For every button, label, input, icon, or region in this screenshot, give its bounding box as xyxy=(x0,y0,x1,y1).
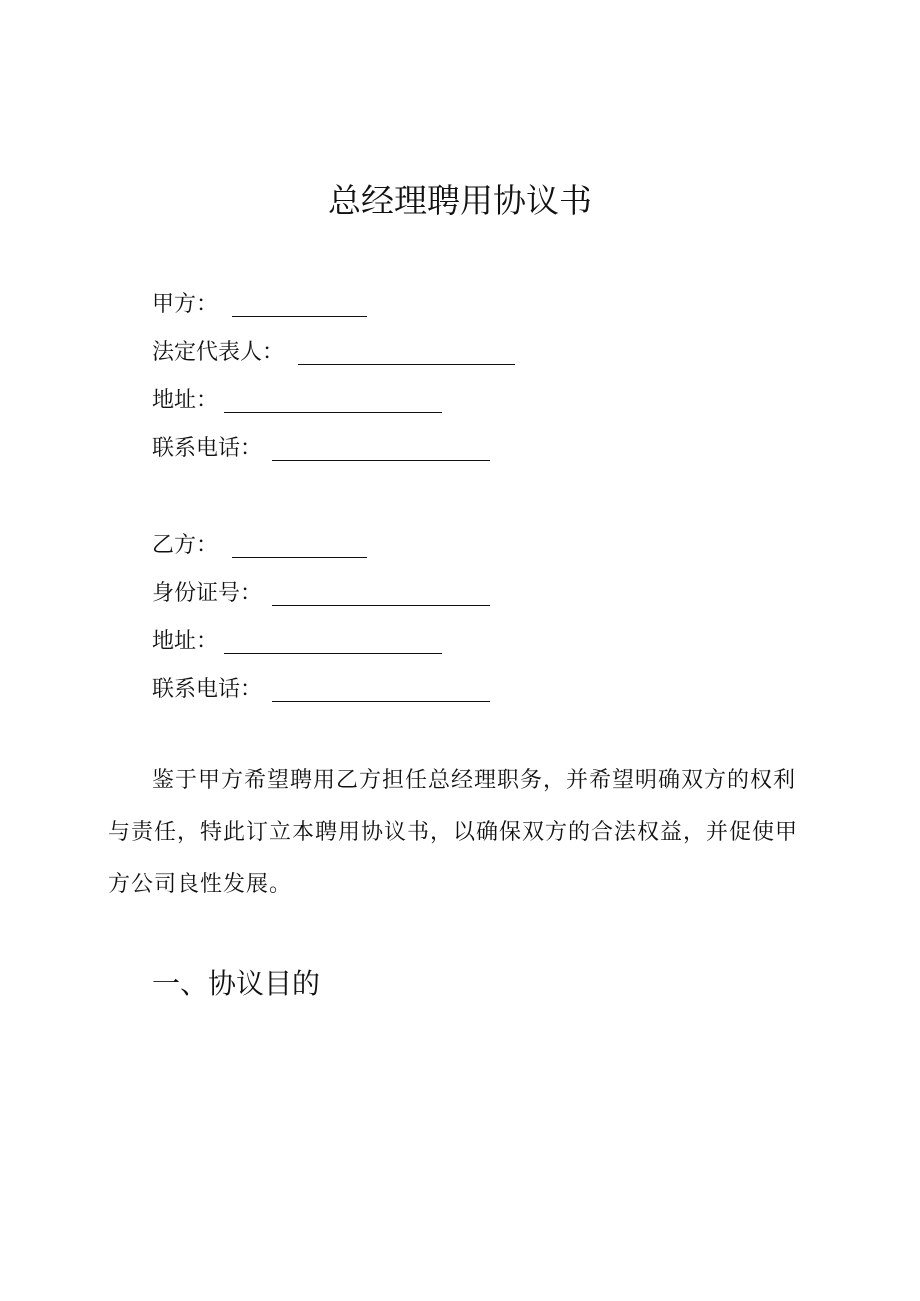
party-a-phone-field xyxy=(152,431,262,467)
party-a-rep-label: 法定代表人： xyxy=(152,340,285,365)
party-b-name-field xyxy=(152,528,218,564)
party-a-name-blank-line xyxy=(232,316,367,317)
party-b-address-blank-line xyxy=(224,653,442,654)
party-a-address-blank-line xyxy=(224,412,442,413)
preamble-paragraph: 鉴于甲方希望聘用乙方担任总经理职务，并希望明确双方的权利与责任，特此订立本聘用协议书，以确保双方的合法权益，并促使甲方公司良性发展。 xyxy=(108,768,799,897)
party-b-address-label: 地址： xyxy=(152,629,219,654)
party-a-name-field xyxy=(152,287,218,323)
party-a-phone-label: 联系电话： xyxy=(152,436,263,461)
party-a-address-label: 地址： xyxy=(152,388,219,413)
party-b-id-field xyxy=(152,576,262,612)
party-a-address-field xyxy=(152,383,218,419)
party-a-name-label: 甲方： xyxy=(152,292,219,317)
party-b-name-blank-line xyxy=(232,557,367,558)
party-a-rep-field xyxy=(152,335,284,371)
party-b-name-label: 乙方： xyxy=(152,533,219,558)
party-b-address-field xyxy=(152,624,218,660)
party-b-phone-blank-line xyxy=(272,701,490,702)
party-b-phone-field xyxy=(152,672,262,708)
party-b-id-blank-line xyxy=(272,605,490,606)
party-b-id-label: 身份证号： xyxy=(152,581,263,606)
party-a-rep-blank-line xyxy=(298,364,515,365)
section-1-heading: 一、协议目的 xyxy=(152,967,321,1000)
party-a-phone-blank-line xyxy=(272,460,490,461)
document-title: 总经理聘用协议书 xyxy=(328,181,592,220)
party-b-phone-label: 联系电话： xyxy=(152,677,263,702)
